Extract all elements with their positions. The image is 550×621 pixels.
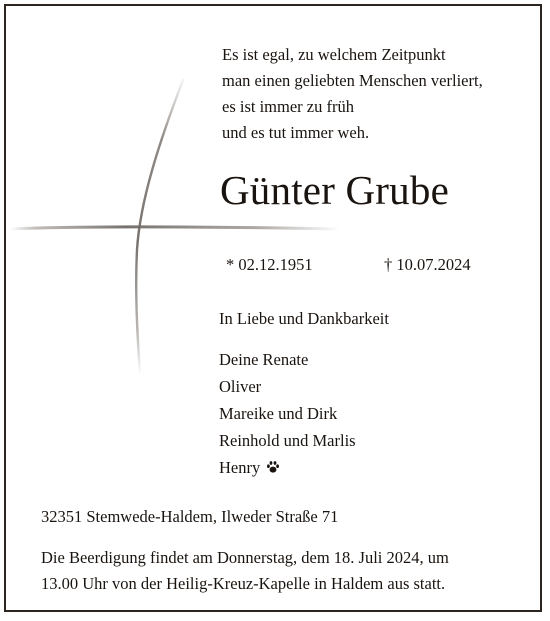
address: 32351 Stemwede-Haldem, Ilweder Straße 71	[41, 507, 339, 526]
mourner-name: Deine Renate	[219, 350, 309, 369]
mourners-list	[219, 346, 356, 482]
mourners-intro: In Liebe und Dankbarkeit	[219, 309, 389, 328]
funeral-line: Die Beerdigung findet am Donnerstag, dem 18. Juli 2024, um	[41, 548, 449, 567]
birth-date: * 02.12.1951	[226, 255, 313, 274]
poem-line: es ist immer zu früh	[222, 97, 354, 116]
mourner-name: Reinhold und Marlis	[219, 431, 356, 450]
mourner-row	[219, 454, 356, 482]
poem-line: Es ist egal, zu welchem Zeitpunkt	[222, 45, 446, 64]
deceased-name: Günter Grube	[220, 167, 449, 213]
mourner-name: Oliver	[219, 377, 262, 396]
poem-line: man einen geliebten Menschen verliert,	[222, 71, 483, 90]
mourner-name: Mareike und Dirk	[219, 404, 338, 423]
paw-icon	[266, 455, 280, 482]
funeral-line: 13.00 Uhr von der Heilig-Kreuz-Kapelle in Haldem aus statt.	[41, 574, 446, 593]
poem-line: und es tut immer weh.	[222, 123, 370, 142]
funeral-notice	[41, 545, 449, 597]
poem	[222, 42, 483, 146]
mourner-name: Henry	[219, 458, 261, 477]
death-date: † 10.07.2024	[384, 255, 471, 274]
